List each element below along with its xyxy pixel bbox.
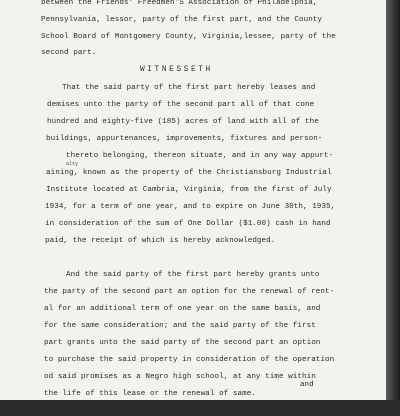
paragraph-line: al for an additional term of one year on the same basis, and	[44, 305, 321, 313]
paragraph-trailing-word: and	[300, 381, 314, 389]
witnesseth-heading: WITNESSETH	[140, 66, 213, 74]
paragraph-line: The subject of this lease is all the personalty	[66, 407, 283, 415]
intro-line: School Board of Montgomery County, Virginia,lessee, party of the	[41, 33, 336, 41]
intro-line: between the Friends' Freedmen'S Association of Philadelphia,	[41, 0, 318, 7]
paragraph-line: the life of this lease or the renewal of same.	[44, 390, 256, 398]
paragraph-line: to purchase the said property in consideration of the operation	[44, 356, 335, 364]
paragraph-line: And the said party of the first part hereby grants unto	[66, 271, 320, 279]
paragraph-line: od said promises as a Negro high school, at any time within	[44, 373, 316, 381]
paragraph-line: in consideration of the sum of One Dollar ($1.00) cash in hand	[45, 220, 331, 228]
paragraph-line: for the same consideration; and the said party of the first	[44, 322, 316, 330]
intro-line: second part.	[41, 49, 97, 57]
paragraph-line: paid, the receipt of which is hereby acknowledged.	[45, 237, 276, 245]
interlined-correction: alty	[66, 161, 79, 167]
paragraph-line: thereto belonging, thereon situate, and in any way appurt-	[66, 152, 334, 160]
paragraph-line: buildings, appurtenances, improvements, fixtures and person-	[46, 135, 323, 143]
paragraph-line: demises unto the party of the second part all of that cone	[47, 101, 315, 109]
paragraph-line: 1934, for a term of one year, and to expire on June 30th, 1935,	[45, 203, 336, 211]
paragraph-line: aining, known as the property of the Christiansburg Industrial	[46, 169, 332, 177]
intro-line: Pennsylvania, lessor, party of the first part, and the County	[41, 16, 323, 24]
paragraph-line: That the said party of the first part hereby leases and	[62, 84, 316, 92]
paragraph-line: hundred and eighty-five (185) acres of land with all of the	[47, 118, 319, 126]
paragraph-line: the party of the second part an option for the renewal of rent-	[44, 288, 335, 296]
page-edge-shadow	[386, 0, 400, 400]
paragraph-line: part grants unto the said party of the second part an option	[44, 339, 321, 347]
paragraph-line: Institute located at Cambria, Virginia, from the first of July	[46, 186, 332, 194]
